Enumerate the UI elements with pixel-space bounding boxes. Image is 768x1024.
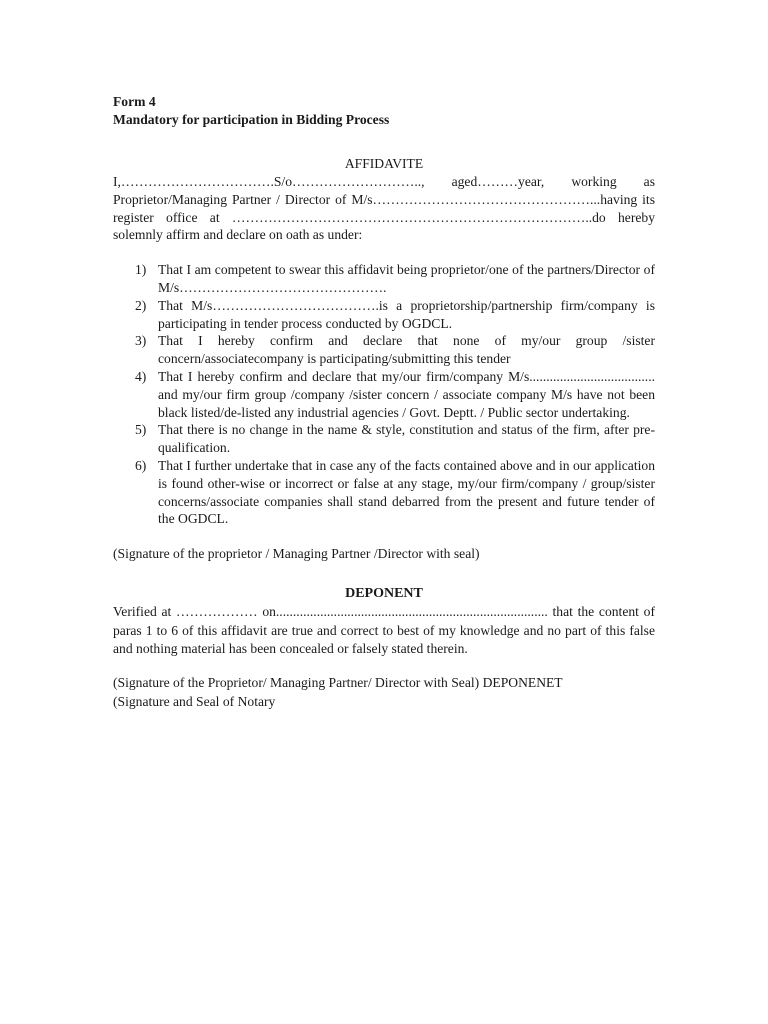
declaration-item	[113, 457, 655, 528]
signature-line-proprietor: (Signature of the proprietor / Managing Partner /Director with seal)	[113, 546, 480, 562]
affidavit-document	[113, 93, 655, 711]
signature-line-deponent: (Signature of the Proprietor/ Managing Partner/ Director with Seal) DEPONENET	[113, 675, 563, 691]
declaration-item	[113, 332, 655, 368]
item-text: That I hereby confirm and declare that my/our firm/company M/s..................................... and my/our firm group /company /sister concern / associate company M/s have not been black listed/de-listed any industrial agencies / Govt. Deptt. / Public sector undertaking.	[158, 368, 655, 420]
document-title: AFFIDAVITE	[344, 156, 424, 171]
deponent-heading: DEPONENT	[345, 586, 423, 602]
item-number: 6)	[135, 457, 147, 473]
item-text: That there is no change in the name & style, constitution and status of the firm, after pre-qualification.	[158, 422, 655, 456]
form-number: Form 4	[113, 94, 156, 109]
item-number: 4)	[135, 368, 147, 384]
declaration-item	[113, 368, 655, 421]
declaration-item	[113, 421, 655, 457]
item-number: 2)	[135, 297, 147, 313]
item-text: That M/s……………………………….is a proprietorship/partnership firm/company is participating in tender process conducted by OGDCL.	[158, 297, 655, 331]
signature-block	[113, 674, 655, 711]
signature-line-notary: (Signature and Seal of Notary	[113, 693, 276, 709]
intro-paragraph: I,…………………………….S/o……………………….., aged………year, working as Proprietor/Managing Partner / Director of M/s…………………………………………...having its register office at ……………………………………………………………………..do hereby solemnly affirm and declare on oath as under:	[113, 174, 655, 243]
item-text: That I am competent to swear this affidavit being proprietor/one of the partners/Director of M/s……………………………………….	[158, 262, 655, 295]
declaration-item	[113, 297, 655, 333]
verification-paragraph: Verified at ……………… on................................................................................ that the content of paras 1 to 6 of this affidavit are true and correct to best of my knowledge and no part of this false and nothing material has been concealed or falsely stated therein.	[113, 604, 655, 656]
declaration-list	[113, 261, 655, 528]
item-text: That I hereby confirm and declare that none of my/our group /sister concern/associatecompany is participating/submitting this tender	[158, 333, 655, 367]
item-number: 5)	[135, 422, 147, 438]
item-number: 3)	[135, 333, 147, 349]
item-number: 1)	[135, 262, 147, 278]
form-subtitle: Mandatory for participation in Bidding Process	[113, 112, 390, 127]
item-text: That I further undertake that in case any of the facts contained above and in our application is found other-wise or incorrect or false at any stage, my/our firm/company / group/sister concerns/associate companies shall stand debarred from the present and future tender of the OGDCL.	[158, 457, 655, 527]
declaration-item	[113, 261, 655, 297]
